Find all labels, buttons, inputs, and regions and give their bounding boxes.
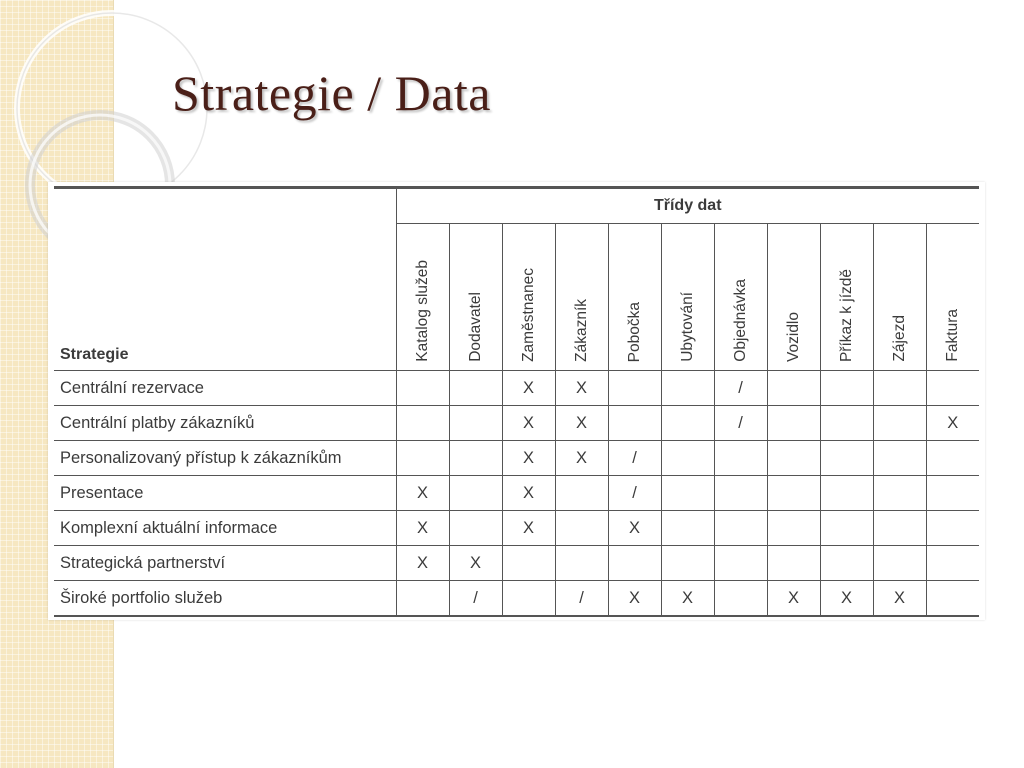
matrix-cell bbox=[767, 371, 820, 406]
matrix-cell: X bbox=[396, 476, 449, 511]
matrix-cell bbox=[767, 476, 820, 511]
column-header bbox=[449, 224, 502, 371]
table-row bbox=[54, 581, 979, 617]
matrix-cell bbox=[767, 406, 820, 441]
column-header-label: Vozidlo bbox=[784, 312, 802, 362]
matrix-cell: X bbox=[661, 581, 714, 617]
matrix-cell bbox=[714, 546, 767, 581]
table-row bbox=[54, 406, 979, 441]
row-label: Personalizovaný přístup k zákazníkům bbox=[54, 441, 396, 476]
strategy-data-matrix bbox=[54, 186, 979, 617]
table-row bbox=[54, 476, 979, 511]
row-label: Presentace bbox=[54, 476, 396, 511]
column-header bbox=[873, 224, 926, 371]
matrix-cell bbox=[396, 406, 449, 441]
matrix-cell bbox=[396, 441, 449, 476]
matrix-cell bbox=[873, 511, 926, 546]
matrix-cell bbox=[820, 406, 873, 441]
matrix-cell: / bbox=[608, 441, 661, 476]
matrix-cell: X bbox=[555, 371, 608, 406]
matrix-cell: / bbox=[608, 476, 661, 511]
matrix-cell: X bbox=[555, 441, 608, 476]
matrix-cell bbox=[873, 371, 926, 406]
row-header-label: Strategie bbox=[60, 346, 129, 363]
matrix-cell bbox=[820, 441, 873, 476]
matrix-cell bbox=[820, 546, 873, 581]
column-header-label: Příkaz k jízdě bbox=[837, 268, 855, 362]
matrix-cell bbox=[714, 581, 767, 617]
matrix-cell bbox=[714, 476, 767, 511]
matrix-cell bbox=[661, 546, 714, 581]
column-header bbox=[714, 224, 767, 371]
matrix-cell: X bbox=[820, 581, 873, 617]
matrix-cell bbox=[820, 371, 873, 406]
matrix-cell: X bbox=[502, 406, 555, 441]
matrix-cell bbox=[449, 371, 502, 406]
matrix-cell bbox=[873, 406, 926, 441]
column-header bbox=[661, 224, 714, 371]
column-header bbox=[502, 224, 555, 371]
matrix-cell bbox=[502, 546, 555, 581]
matrix-cell bbox=[449, 441, 502, 476]
matrix-cell: X bbox=[767, 581, 820, 617]
matrix-cell: / bbox=[449, 581, 502, 617]
matrix-cell bbox=[661, 371, 714, 406]
matrix-cell: X bbox=[608, 581, 661, 617]
matrix-cell: X bbox=[449, 546, 502, 581]
matrix-cell bbox=[661, 406, 714, 441]
matrix-cell bbox=[502, 581, 555, 617]
matrix-cell bbox=[555, 476, 608, 511]
matrix-cell bbox=[714, 441, 767, 476]
row-label: Centrální platby zákazníků bbox=[54, 406, 396, 441]
matrix-cell: X bbox=[502, 511, 555, 546]
row-label: Široké portfolio služeb bbox=[54, 581, 396, 617]
matrix-cell bbox=[820, 476, 873, 511]
table-row bbox=[54, 371, 979, 406]
matrix-cell bbox=[661, 476, 714, 511]
table-row bbox=[54, 441, 979, 476]
row-label: Komplexní aktuální informace bbox=[54, 511, 396, 546]
matrix-cell bbox=[449, 406, 502, 441]
matrix-cell bbox=[661, 511, 714, 546]
matrix-cell bbox=[926, 371, 979, 406]
slide-title: Strategie / Data bbox=[172, 65, 491, 121]
matrix-cell bbox=[661, 441, 714, 476]
row-label: Strategická partnerství bbox=[54, 546, 396, 581]
column-header-label: Katalog služeb bbox=[413, 260, 431, 362]
column-header bbox=[555, 224, 608, 371]
matrix-cell bbox=[608, 546, 661, 581]
strategy-data-table-image bbox=[48, 182, 985, 620]
matrix-cell bbox=[555, 546, 608, 581]
matrix-cell bbox=[926, 546, 979, 581]
matrix-cell bbox=[449, 476, 502, 511]
table-row bbox=[54, 546, 979, 581]
matrix-cell: X bbox=[502, 476, 555, 511]
matrix-cell: X bbox=[555, 406, 608, 441]
group-header: Třídy dat bbox=[396, 188, 979, 224]
column-header bbox=[767, 224, 820, 371]
column-header bbox=[396, 224, 449, 371]
column-header-label: Zákazník bbox=[572, 299, 590, 362]
matrix-cell bbox=[767, 441, 820, 476]
column-header-label: Dodavatel bbox=[466, 292, 484, 362]
matrix-cell: / bbox=[714, 406, 767, 441]
matrix-cell bbox=[926, 511, 979, 546]
matrix-cell: X bbox=[926, 406, 979, 441]
row-header-cell bbox=[54, 188, 396, 371]
column-header-label: Ubytování bbox=[678, 292, 696, 362]
matrix-cell: / bbox=[714, 371, 767, 406]
matrix-cell bbox=[926, 476, 979, 511]
column-header bbox=[608, 224, 661, 371]
matrix-cell bbox=[820, 511, 873, 546]
column-header-label: Faktura bbox=[943, 309, 961, 362]
matrix-cell bbox=[714, 511, 767, 546]
matrix-cell bbox=[873, 546, 926, 581]
matrix-cell bbox=[767, 511, 820, 546]
table-row bbox=[54, 511, 979, 546]
matrix-cell bbox=[396, 371, 449, 406]
matrix-cell bbox=[555, 511, 608, 546]
matrix-cell bbox=[449, 511, 502, 546]
matrix-cell bbox=[767, 546, 820, 581]
matrix-cell bbox=[926, 441, 979, 476]
matrix-cell bbox=[608, 406, 661, 441]
column-header-label: Zájezd bbox=[890, 315, 908, 362]
matrix-cell bbox=[608, 371, 661, 406]
matrix-cell: X bbox=[873, 581, 926, 617]
matrix-cell: X bbox=[396, 546, 449, 581]
column-header-label: Objednávka bbox=[731, 279, 749, 362]
column-header bbox=[926, 224, 979, 371]
matrix-cell: / bbox=[555, 581, 608, 617]
matrix-cell bbox=[926, 581, 979, 617]
column-header bbox=[820, 224, 873, 371]
column-header-label: Pobočka bbox=[625, 301, 643, 362]
matrix-cell: X bbox=[396, 511, 449, 546]
matrix-cell: X bbox=[608, 511, 661, 546]
matrix-cell bbox=[873, 476, 926, 511]
matrix-cell: X bbox=[502, 441, 555, 476]
matrix-cell bbox=[873, 441, 926, 476]
column-header-label: Zaměstnanec bbox=[519, 268, 537, 362]
row-label: Centrální rezervace bbox=[54, 371, 396, 406]
matrix-cell bbox=[396, 581, 449, 617]
matrix-cell: X bbox=[502, 371, 555, 406]
